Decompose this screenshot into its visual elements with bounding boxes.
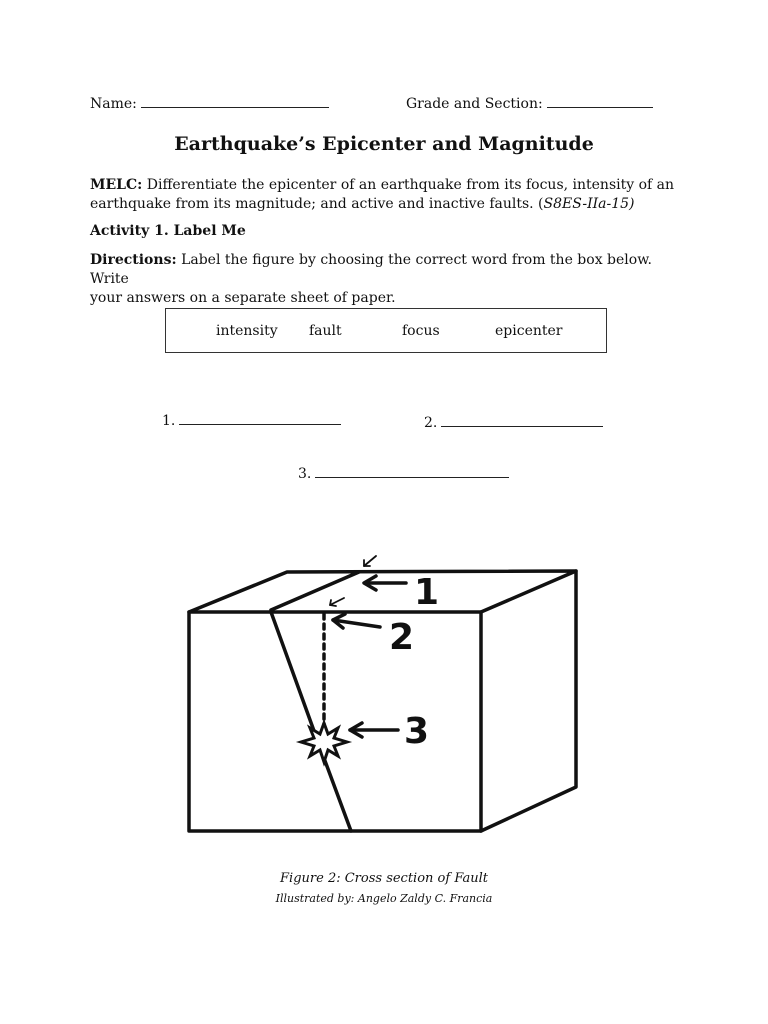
name-field[interactable] [90, 93, 329, 112]
melc-paragraph [90, 176, 680, 214]
word-epicenter: epicenter [495, 323, 563, 339]
directions-label: Directions: [90, 252, 177, 268]
arrow-1 [364, 576, 406, 590]
answer-2-blank[interactable] [441, 414, 603, 427]
block-top-face [189, 571, 576, 612]
directions-line-1: Label the figure by choosing the correct word from the box below. Write [90, 252, 652, 287]
directions-line-2: your answers on a separate sheet of paper. [90, 290, 396, 306]
answer-1-blank[interactable] [179, 412, 341, 425]
melc-label: MELC: [90, 177, 143, 193]
answer-2-number: 2. [424, 415, 438, 431]
grade-section-label: Grade and Section: [406, 96, 543, 112]
name-label: Name: [90, 96, 137, 112]
figure-label-1: 1 [414, 572, 440, 613]
activity-heading: Activity 1. Label Me [90, 223, 246, 239]
fault-cross-section-figure [0, 540, 768, 860]
grade-section-field[interactable] [406, 93, 653, 112]
page-title: Earthquake’s Epicenter and Magnitude [174, 133, 594, 155]
figure-label-3: 3 [404, 711, 430, 752]
grade-section-blank[interactable] [547, 93, 653, 108]
melc-line-2: earthquake from its magnitude; and active and inactive faults. ( [90, 196, 544, 212]
name-blank[interactable] [141, 93, 329, 108]
directions-paragraph [90, 251, 680, 308]
answer-3-blank[interactable] [315, 465, 509, 478]
answer-1-number: 1. [162, 413, 176, 429]
answer-3[interactable] [298, 465, 509, 482]
arrow-3 [350, 723, 398, 737]
answer-2[interactable] [424, 414, 603, 431]
block-side-face [481, 571, 576, 831]
word-intensity: intensity [216, 323, 278, 339]
word-fault: fault [309, 323, 342, 339]
focus-starburst-icon [301, 723, 347, 762]
block-front-face [189, 612, 481, 831]
answer-1[interactable] [162, 412, 341, 429]
word-box [165, 308, 607, 353]
melc-line-1: Differentiate the epicenter of an earthquake from its focus, intensity of an [146, 177, 675, 193]
figure-caption: Figure 2: Cross section of Fault [280, 871, 488, 886]
figure-label-2: 2 [389, 617, 415, 658]
word-focus: focus [402, 323, 440, 339]
arrow-2 [333, 614, 380, 628]
small-arrow-top [364, 556, 376, 566]
figure-credit: Illustrated by: Angelo Zaldy C. Francia [275, 892, 493, 905]
answer-3-number: 3. [298, 466, 312, 482]
fault-line-front [271, 612, 351, 831]
fault-line-top [271, 572, 359, 610]
melc-code: S8ES-IIa-15) [543, 196, 635, 212]
small-arrow-mid [330, 598, 344, 606]
